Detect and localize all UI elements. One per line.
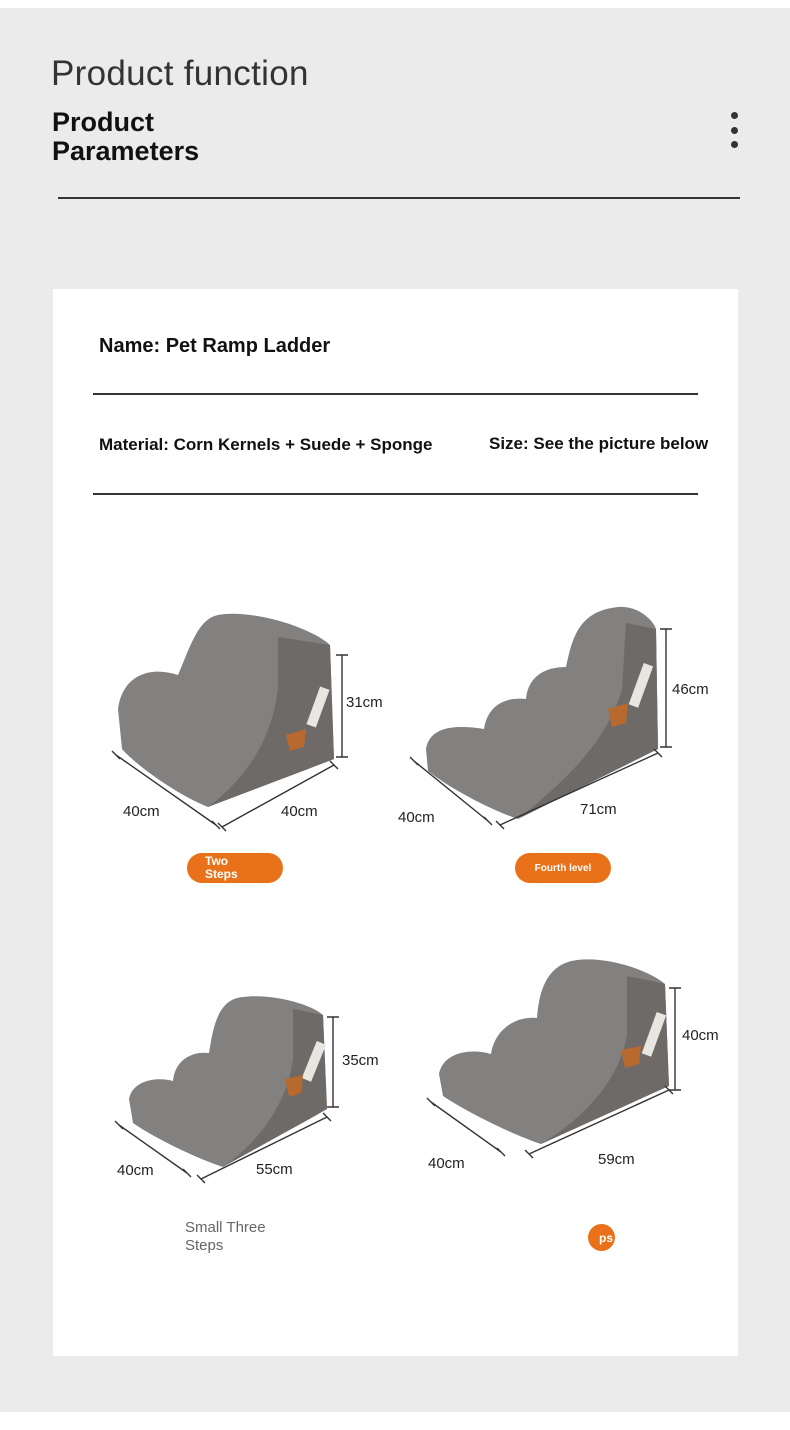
fourth-level-label[interactable]: Fourth level (515, 853, 611, 883)
sub-title-line1: Product (52, 107, 155, 137)
product-parameters-page (0, 8, 790, 1412)
spec-divider (93, 393, 698, 395)
small-three-steps-label: Small Three Steps (185, 1219, 266, 1254)
fourth-level-image (408, 599, 678, 839)
kebab-dot (731, 141, 738, 148)
three-steps-image (421, 954, 681, 1179)
product-size: Size: See the picture below (489, 434, 709, 453)
three-steps-height: 40cm (682, 1027, 719, 1044)
kebab-dot (731, 127, 738, 134)
small-three-steps-height: 35cm (342, 1052, 379, 1069)
header-divider (58, 197, 740, 199)
fourth-level-depth: 40cm (398, 809, 435, 826)
fourth-level-height: 46cm (672, 681, 709, 698)
section-title: Product function (51, 54, 309, 93)
two-steps-height: 31cm (346, 694, 383, 711)
kebab-dot (731, 112, 738, 119)
small-three-steps-length: 55cm (256, 1161, 293, 1178)
sub-title-line2: Parameters (52, 136, 200, 166)
spec-card (53, 289, 738, 1356)
small-three-steps-depth: 40cm (117, 1162, 154, 1179)
two-steps-depth: 40cm (123, 803, 160, 820)
fourth-level-length: 71cm (580, 801, 617, 818)
sub-title (52, 108, 199, 166)
two-steps-length: 40cm (281, 803, 318, 820)
product-name: Name: Pet Ramp Ladder (99, 335, 331, 357)
spec-divider (93, 493, 698, 495)
three-steps-length: 59cm (598, 1151, 635, 1168)
two-steps-label[interactable] (187, 853, 283, 883)
more-options-icon[interactable] (726, 112, 742, 148)
three-steps-depth: 40cm (428, 1155, 465, 1172)
two-steps-label-text: Two Steps (205, 854, 238, 881)
three-steps-label[interactable]: ps (588, 1224, 615, 1251)
product-material: Material: Corn Kernels + Suede + Sponge (99, 435, 433, 454)
